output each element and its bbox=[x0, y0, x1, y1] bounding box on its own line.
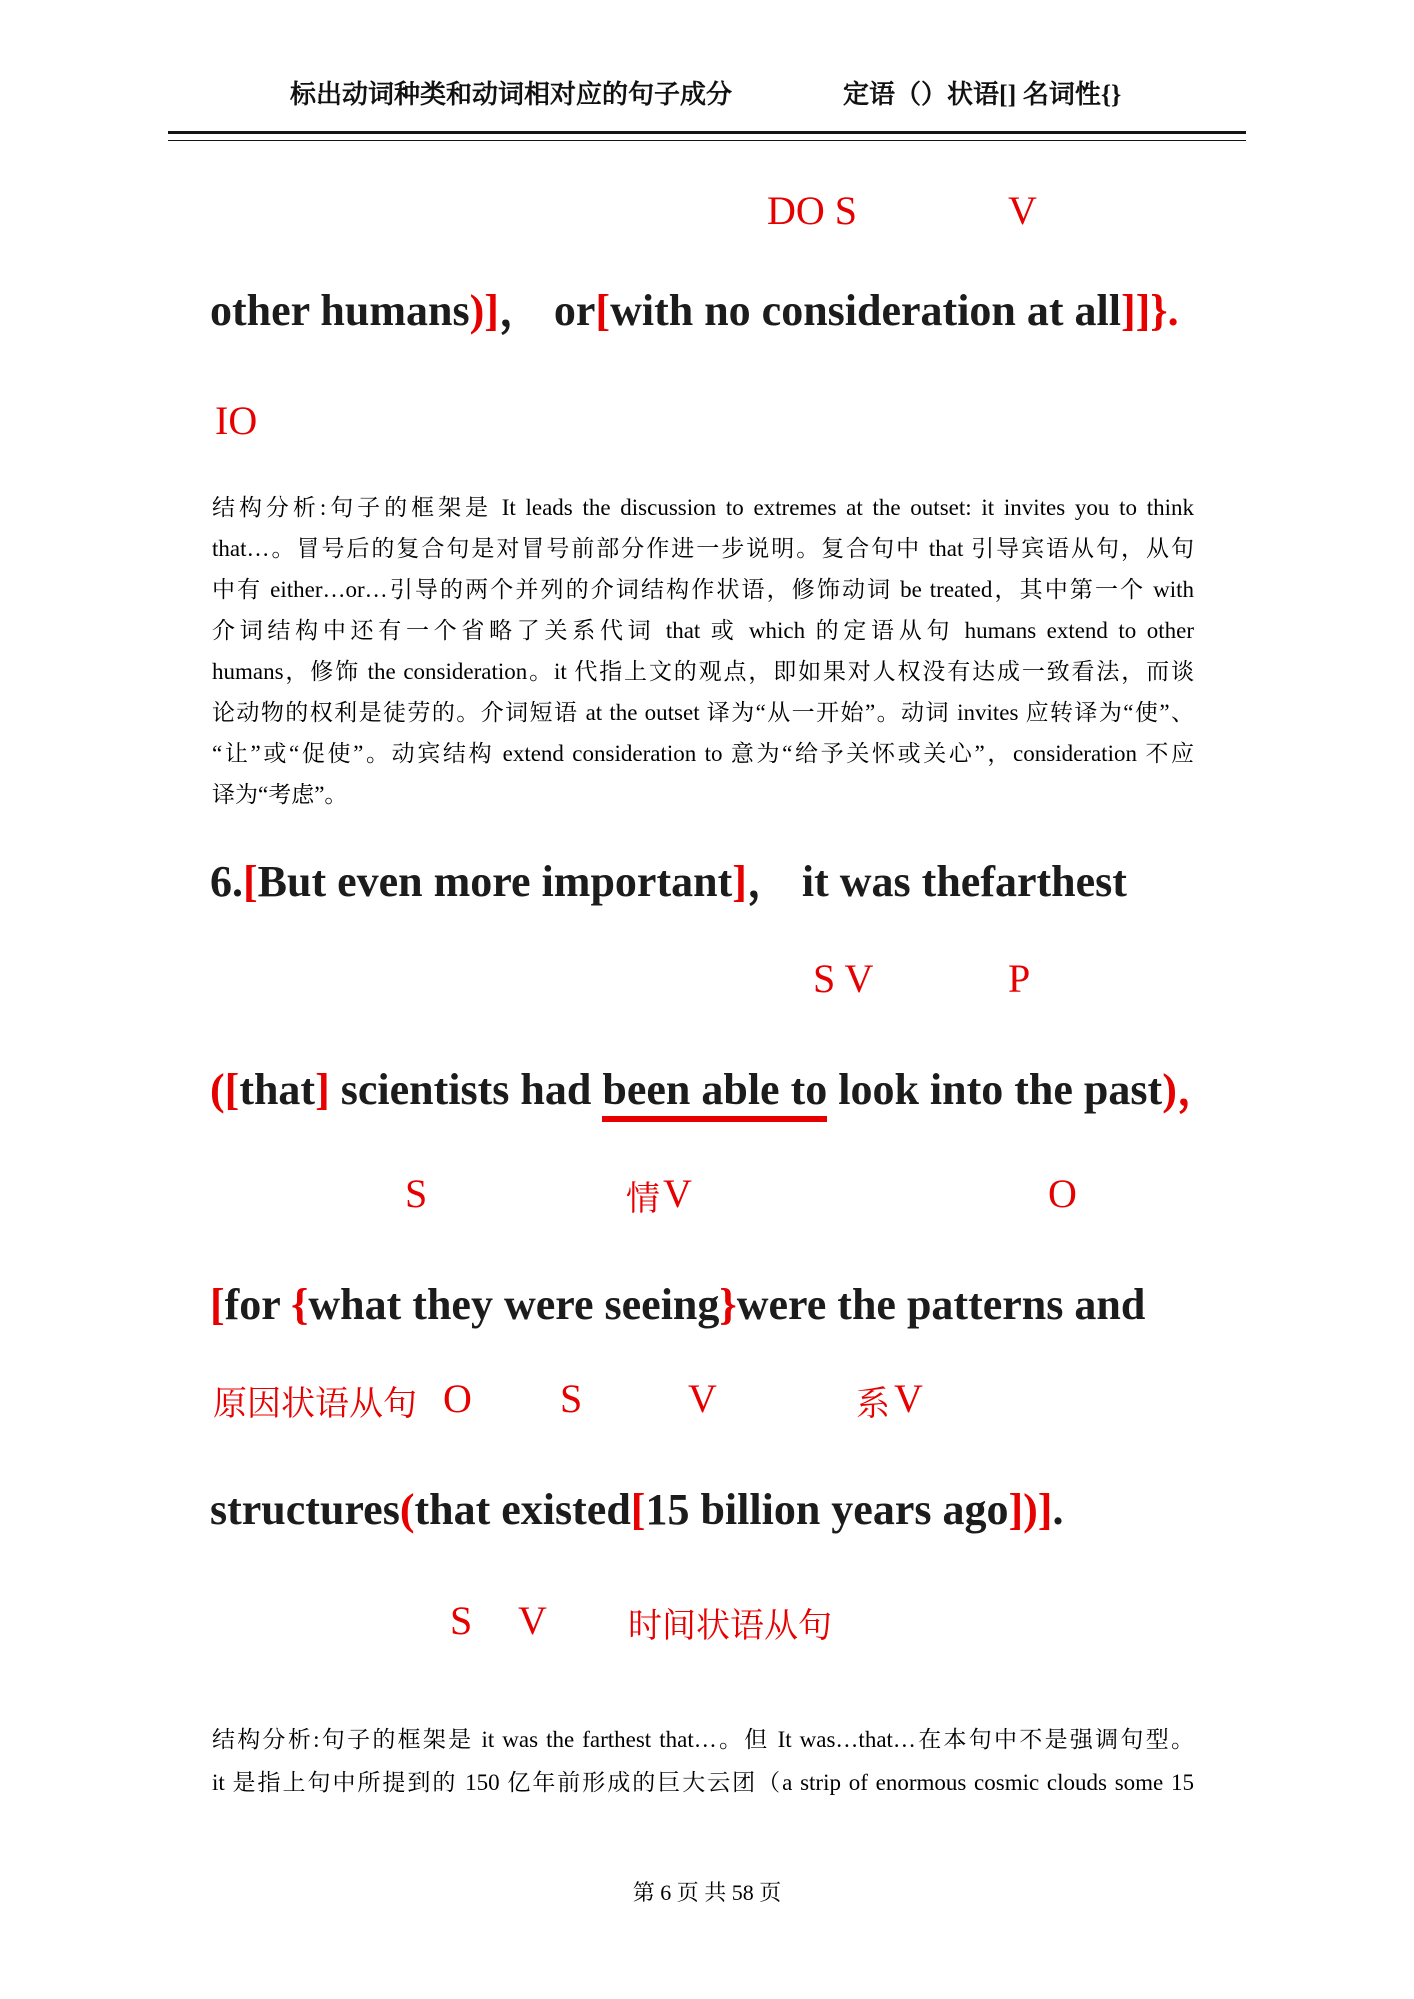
bracket-mark: ])] bbox=[1008, 1485, 1053, 1534]
bracket-mark: [ bbox=[630, 1485, 646, 1534]
grammar-label: V bbox=[518, 1598, 547, 1643]
bracket-mark: ( bbox=[210, 1065, 225, 1114]
sentence-text: for bbox=[224, 1280, 292, 1329]
underlined-text: been able to bbox=[602, 1065, 827, 1122]
paragraph-line: 论动物的权利是徒劳的。介词短语 at the outset 译为“从一开始”。动词 invites 应转译为“使”、 bbox=[212, 700, 1194, 725]
header-left-title: 标出动词种类和动词相对应的句子成分 bbox=[290, 80, 733, 109]
grammar-label: 时间状语从句 bbox=[628, 1608, 832, 1645]
sentence-text: 15 billion years ago bbox=[645, 1485, 1009, 1534]
sentence-text: that bbox=[239, 1065, 316, 1114]
sentence-text: what they were seeing bbox=[308, 1280, 720, 1329]
bracket-mark: [ bbox=[243, 857, 258, 906]
page-number-footer: 第 6 页 共 58 页 bbox=[632, 1880, 782, 1905]
sentence-text: But even more important bbox=[257, 857, 733, 906]
grammar-label: 系 bbox=[856, 1386, 890, 1423]
header-rule bbox=[168, 131, 1246, 141]
paragraph-line: 结构分析:句子的框架是 it was the farthest that…。但 It was…that…在本句中不是强调句型。 bbox=[212, 1727, 1194, 1752]
paragraph-line: 中有 either…or…引导的两个并列的介词结构作状语，修饰动词 be treated，其中第一个 with bbox=[212, 577, 1194, 602]
bracket-mark: [ bbox=[210, 1280, 225, 1329]
grammar-label: O bbox=[1048, 1171, 1077, 1216]
sentence-text: were the patterns and bbox=[736, 1280, 1146, 1329]
grammar-label: V bbox=[688, 1376, 717, 1421]
sentence-text: . bbox=[1052, 1485, 1064, 1534]
grammar-label: V bbox=[663, 1171, 692, 1216]
paragraph-line: it 是指上句中所提到的 150 亿年前形成的巨大云团（a strip of enormous cosmic clouds some 15 bbox=[212, 1770, 1194, 1795]
sentence-text: other humans bbox=[210, 286, 470, 335]
sentence-6-heading bbox=[210, 856, 1127, 908]
bracket-mark: [ bbox=[224, 1065, 240, 1114]
bracket-mark: ] bbox=[732, 857, 747, 906]
paragraph-line: 结构分析:句子的框架是 It leads the discussion to extremes at the outset: it invites you to think bbox=[212, 495, 1194, 520]
sentence-text: that existed bbox=[414, 1485, 631, 1534]
bracket-mark: ]]} bbox=[1121, 286, 1168, 335]
sentence-text: structures bbox=[210, 1485, 400, 1534]
analysis-paragraph-5 bbox=[212, 487, 1194, 815]
sentence-text: ， or bbox=[498, 286, 596, 335]
annotation-row-s-v-time bbox=[0, 1598, 1414, 1650]
grammar-label: S bbox=[560, 1376, 583, 1421]
grammar-label: 情 bbox=[626, 1181, 660, 1218]
annotation-row-s-v-p bbox=[0, 956, 1414, 1008]
grammar-label: V bbox=[894, 1376, 923, 1421]
analysis-paragraph-6 bbox=[212, 1718, 1194, 1804]
sentence-text: ， it was thefarthest bbox=[746, 857, 1127, 906]
grammar-label: DO S bbox=[767, 188, 858, 233]
grammar-label: IO bbox=[215, 398, 258, 443]
sentence-text: look into the past bbox=[827, 1065, 1163, 1114]
annotation-row-s-qingv-o bbox=[0, 1171, 1414, 1223]
grammar-label: S V bbox=[813, 956, 874, 1001]
paragraph-line: 译为“考虑”。 bbox=[212, 782, 348, 807]
grammar-label: V bbox=[1008, 188, 1037, 233]
bracket-mark: { bbox=[291, 1280, 309, 1329]
bracket-mark: ( bbox=[399, 1485, 415, 1534]
bracket-mark: )] bbox=[469, 286, 499, 335]
bracket-mark: ) bbox=[1162, 1065, 1177, 1114]
annotation-row-io bbox=[0, 398, 1414, 450]
header-right-legend: 定语（）状语[] 名词性{} bbox=[843, 80, 1122, 109]
bracket-mark: ] bbox=[315, 1065, 330, 1114]
sentence-6-line-4 bbox=[210, 1484, 1063, 1536]
paragraph-line: “让”或“促使”。动宾结构 extend consideration to 意为“给予关怀或关心”，consideration 不应 bbox=[212, 741, 1194, 766]
grammar-label: 原因状语从句 bbox=[213, 1386, 417, 1423]
sentence-line-other-humans bbox=[210, 285, 1179, 337]
grammar-label: P bbox=[1008, 956, 1031, 1001]
grammar-label: O bbox=[443, 1376, 472, 1421]
grammar-label: S bbox=[450, 1598, 473, 1643]
bracket-mark: . bbox=[1167, 286, 1179, 335]
bracket-mark: } bbox=[719, 1280, 737, 1329]
paragraph-line: 介词结构中还有一个省略了关系代词 that 或 which 的定语从句 humans extend to other bbox=[212, 618, 1194, 643]
grammar-label: S bbox=[405, 1171, 428, 1216]
bracket-mark: ， bbox=[1176, 1065, 1221, 1114]
sentence-text: scientists had bbox=[329, 1065, 603, 1114]
annotation-row-do-s-v bbox=[0, 188, 1414, 240]
sentence-6-line-3 bbox=[210, 1279, 1145, 1331]
sentence-text: with no consideration at all bbox=[610, 286, 1121, 335]
annotation-row-cause-clause bbox=[0, 1376, 1414, 1428]
paragraph-line: humans，修饰 the consideration。it 代指上文的观点，即如果对人权没有达成一致看法，而谈 bbox=[212, 659, 1194, 684]
paragraph-line: that…。冒号后的复合句是对冒号前部分作进一步说明。复合句中 that 引导宾语从句，从句 bbox=[212, 536, 1194, 561]
bracket-mark: [ bbox=[595, 286, 611, 335]
sentence-6-line-2 bbox=[210, 1064, 1221, 1116]
sentence-text: 6. bbox=[210, 857, 243, 906]
